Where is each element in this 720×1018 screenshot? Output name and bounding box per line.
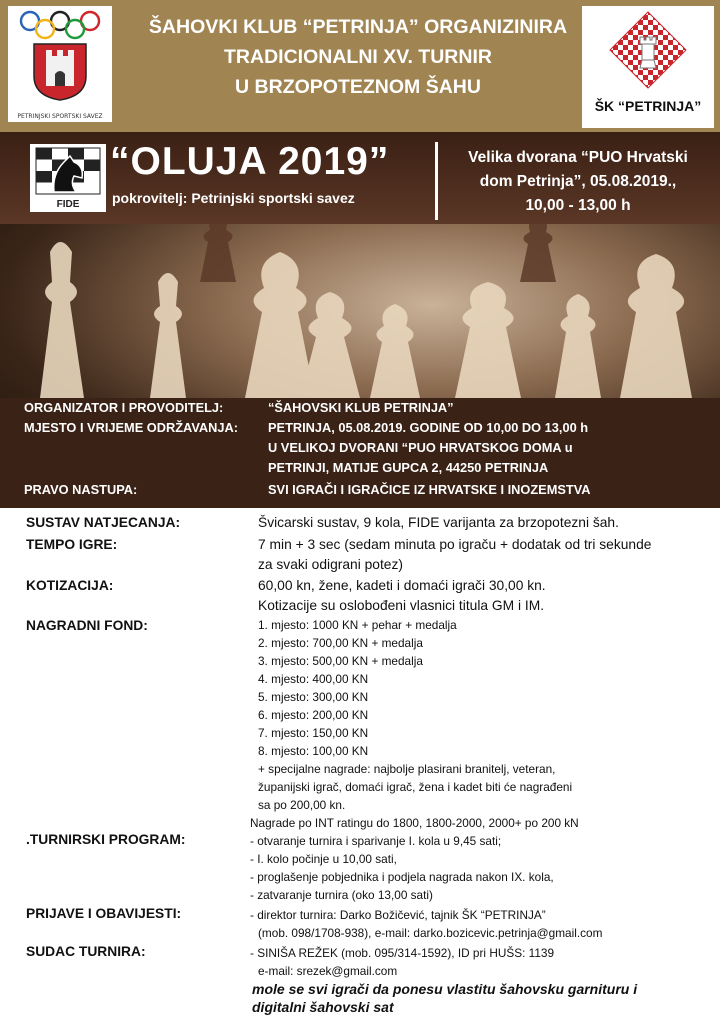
fee-line: Kotizacije su oslobođeni vlasnici titula GM i IM. [258, 598, 545, 613]
prize-item: 1. mjesto: 1000 KN + pehar + medalja [258, 618, 457, 632]
registration-label: PRIJAVE I OBAVIJESTI: [26, 906, 182, 921]
venue-address-line: U VELIKOJ DVORANI “PUO HRVATSKOG DOMA u [268, 440, 573, 455]
prize-label: NAGRADNI FOND: [26, 618, 148, 633]
prize-item: 2. mjesto: 700,00 KN + medalja [258, 636, 423, 650]
organizer-value: “ŠAHOVSKI KLUB PETRINJA” [268, 400, 454, 415]
special-prize-line: sa po 200,00 kn. [258, 798, 346, 812]
prize-item: 8. mjesto: 100,00 KN [258, 744, 369, 758]
city-crest-icon [30, 40, 90, 102]
note-line: mole se svi igrači da ponesu vlastitu šahovsku garnituru i [252, 981, 638, 997]
chessboard-rook-icon [608, 10, 688, 90]
header-title [116, 12, 600, 102]
system-label: SUSTAV NATJECANJA: [26, 515, 181, 530]
sponsor-line: pokrovitelj: Petrinjski sportski savez [112, 190, 355, 206]
sports-association-logo [8, 6, 112, 122]
club-name: ŠK “PETRINJA” [594, 98, 702, 114]
eligibility-value: SVI IGRAČI I IGRAČICE IZ HRVATSKE I INOZEMSTVA [268, 482, 591, 497]
venue-line: dom Petrinja”, 05.08.2019., [479, 173, 677, 190]
organizer-label: ORGANIZATOR I PROVODITELJ: [24, 400, 224, 415]
venue-address-line: PETRINJI, MATIJE GUPCA 2, 44250 PETRINJA [268, 460, 549, 475]
venue-time-value: PETRINJA, 05.08.2019. GODINE OD 10,00 DO 13,00 h [268, 420, 589, 435]
judge-line: - SINIŠA REŽEK (mob. 095/314-1592), ID pri HUŠS: 1139 [250, 946, 555, 960]
eligibility-label: PRAVO NASTUPA: [24, 482, 138, 497]
special-prize-line: + specijalne nagrade: najbolje plasirani branitelj, veteran, [258, 762, 556, 776]
rating-prize-line: Nagrade po INT ratingu do 1800, 1800-2000, 2000+ po 200 kN [250, 816, 579, 830]
club-logo [582, 6, 714, 128]
header-title-line: ŠAHOVKI KLUB “PETRINJA” ORGANIZINIRA [148, 16, 568, 38]
venue-info [440, 146, 716, 218]
special-prize-line: županijski igrač, domaći igrač, žena i kadet biti će nagrađeni [258, 780, 573, 794]
program-label: .TURNIRSKI PROGRAM: [26, 832, 186, 847]
organizer-band [0, 398, 720, 508]
header-title-line: U BRZOPOTEZNOM ŠAHU [235, 76, 481, 98]
registration-line: (mob. 098/1708-938), e-mail: darko.bozicevic.petrinja@gmail.com [258, 926, 603, 940]
prize-item: 5. mjesto: 300,00 KN [258, 690, 369, 704]
program-item: - otvaranje turnira i sparivanje I. kola u 9,45 sati; [250, 834, 502, 848]
header-title-line: TRADICIONALNI XV. TURNIR [224, 46, 492, 68]
fee-line: 60,00 kn, žene, kadeti i domaći igrači 30,00 kn. [258, 578, 546, 593]
tempo-line: za svaki odigrani potez) [258, 557, 403, 572]
prize-item: 3. mjesto: 500,00 KN + medalja [258, 654, 423, 668]
logo-caption: PETRINJSKI SPORTSKI SAVEZ [17, 113, 103, 120]
venue-line: 10,00 - 13,00 h [525, 197, 631, 214]
prize-item: 6. mjesto: 200,00 KN [258, 708, 369, 722]
program-item: - I. kolo počinje u 10,00 sati, [250, 852, 397, 866]
judge-email: e-mail: srezek@gmail.com [258, 964, 398, 978]
fide-knight-icon [30, 144, 106, 212]
olympic-rings-icon [14, 10, 106, 40]
tempo-label: TEMPO IGRE: [26, 537, 118, 552]
hero-banner [0, 132, 720, 398]
system-value: Švicarski sustav, 9 kola, FIDE varijanta za brzopotezni šah. [258, 515, 619, 530]
venue-line: Velika dvorana “PUO Hrvatski [468, 149, 688, 166]
tournament-title: “OLUJA 2019” [110, 140, 390, 183]
program-item: - zatvaranje turnira (oko 13,00 sati) [250, 888, 433, 902]
tempo-line: 7 min + 3 sec (sedam minuta po igraču + dodatak od tri sekunde [258, 537, 652, 552]
fide-label: FIDE [56, 199, 80, 210]
judge-label: SUDAC TURNIRA: [26, 944, 146, 959]
header-banner [0, 0, 720, 132]
note-line: digitalni šahovski sat [252, 999, 394, 1015]
fee-label: KOTIZACIJA: [26, 578, 114, 593]
program-item: - proglašenje pobjednika i podjela nagrada nakon IX. kola, [250, 870, 554, 884]
hero-divider [435, 142, 438, 220]
prize-item: 4. mjesto: 400,00 KN [258, 672, 369, 686]
venue-time-label: MJESTO I VRIJEME ODRŽAVANJA: [24, 420, 239, 435]
prize-item: 7. mjesto: 150,00 KN [258, 726, 369, 740]
registration-line: - direktor turnira: Darko Božičević, tajnik ŠK “PETRINJA” [250, 908, 546, 922]
